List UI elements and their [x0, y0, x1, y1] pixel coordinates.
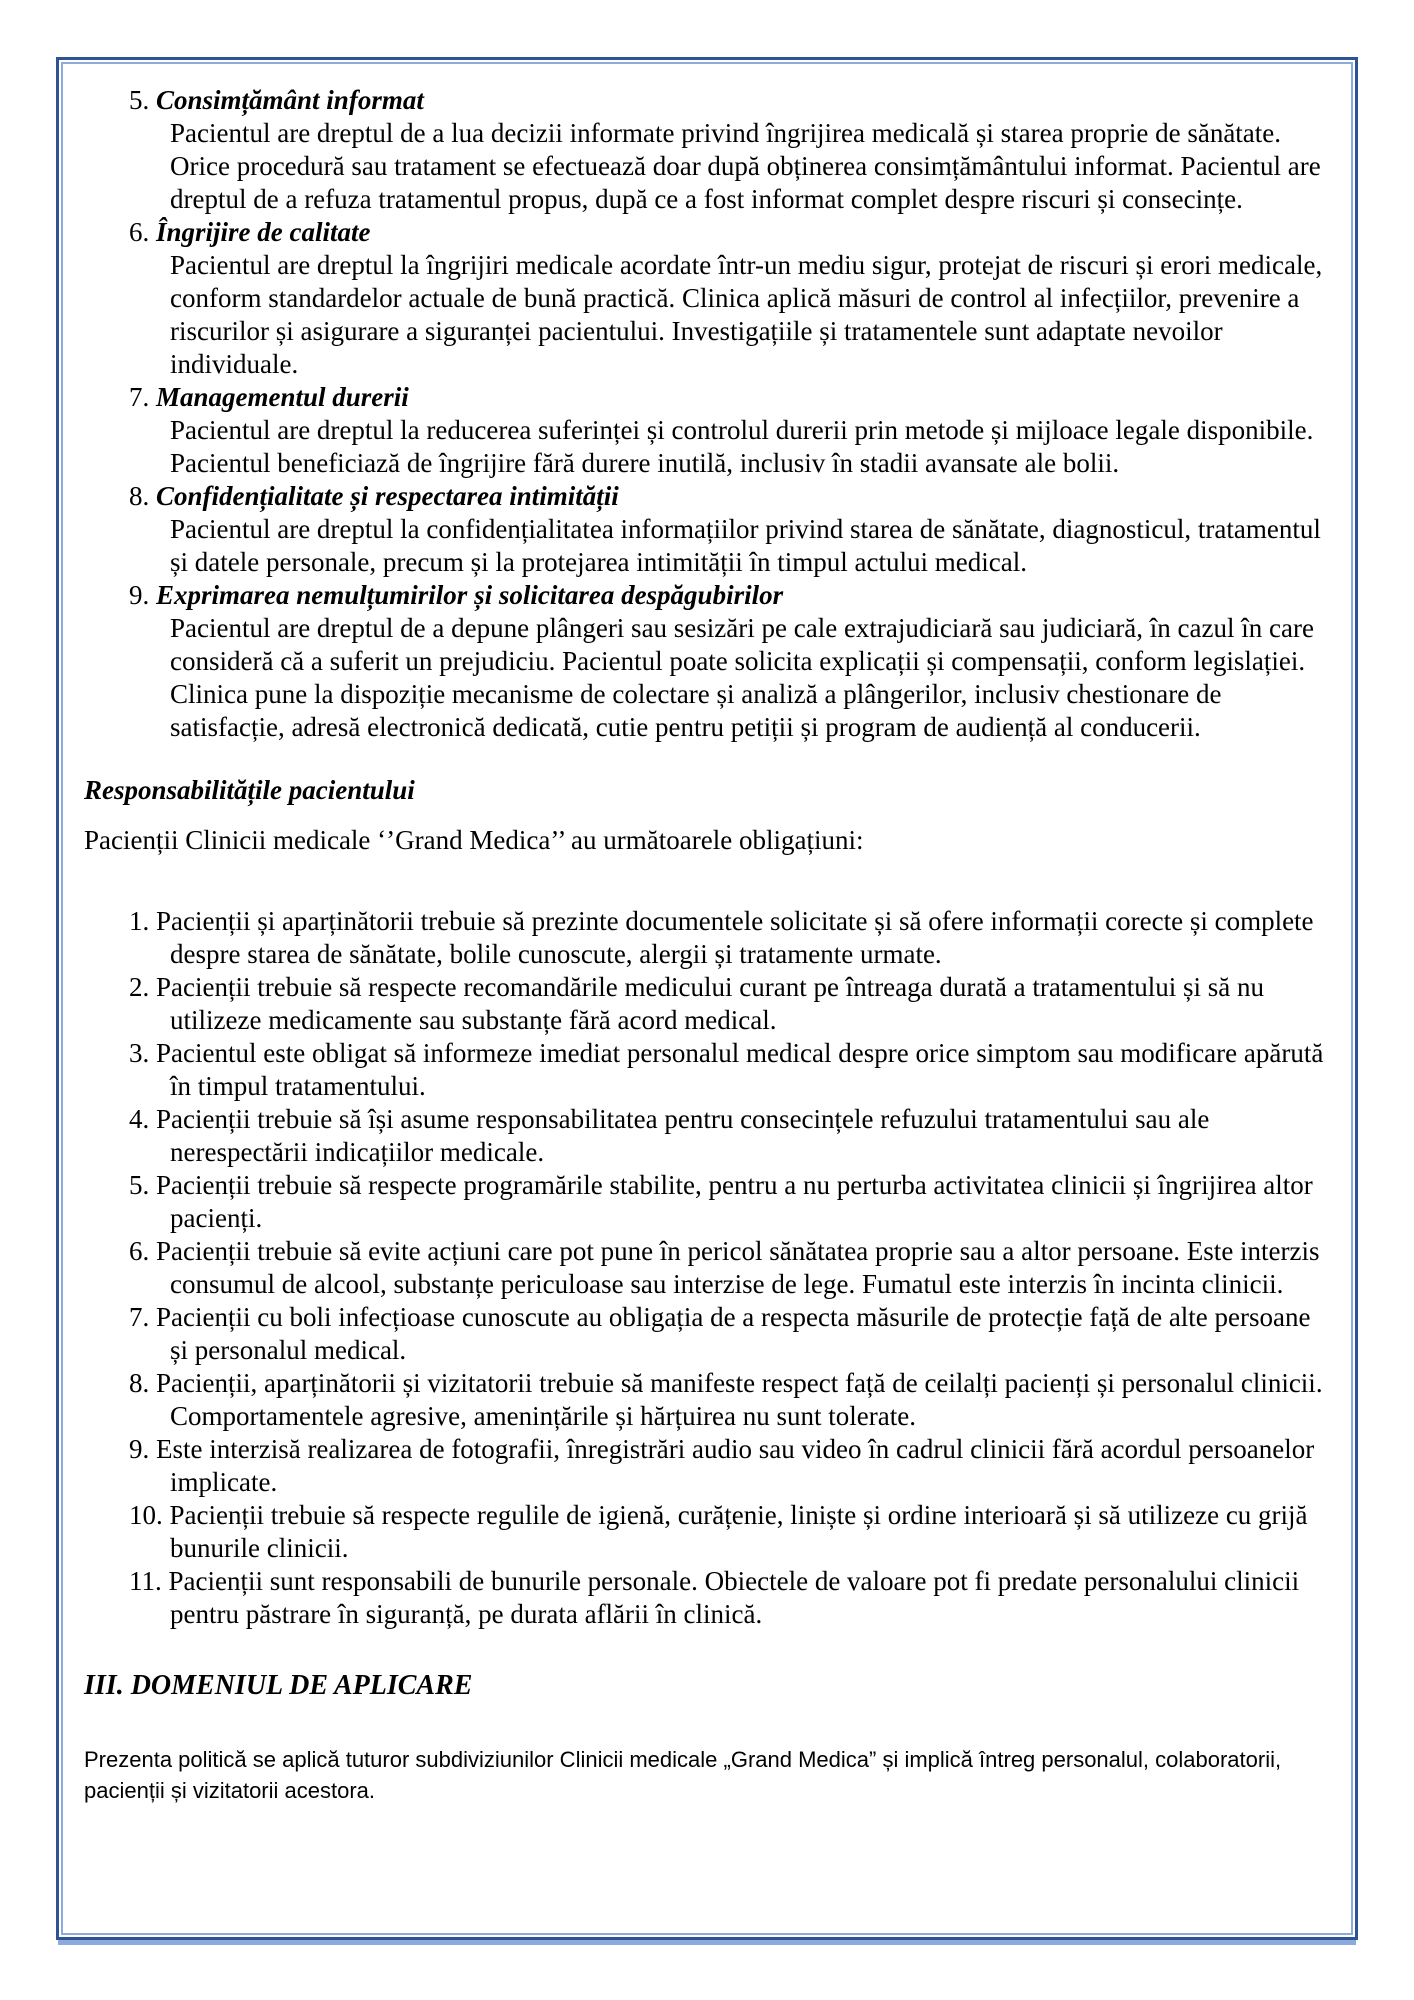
obligation-item-text: Pacienții trebuie să respecte programările stabilite, pentru a nu perturba activitatea clinicii și îngrijirea altor pacienți. — [156, 1170, 1313, 1233]
obligations-list — [84, 905, 1333, 1631]
page-border-inner-line — [61, 62, 1353, 1935]
rights-item-heading — [129, 216, 1333, 249]
rights-item-title: Confidențialitate și respectarea intimității — [156, 481, 619, 511]
obligation-item-number: 1. — [129, 906, 150, 936]
rights-item-heading — [129, 480, 1333, 513]
rights-item-body: Pacientul are dreptul la confidențialitatea informațiilor privind starea de sănătate, diagnosticul, tratamentul și datele personale, precum și la protejarea intimității în timpul actului medical. — [170, 514, 1321, 577]
obligation-item-text: Pacienții trebuie să respecte recomandările medicului curant pe întreaga durată a tratamentului și să nu utilizeze medicamente sau substanțe fără acord medical. — [156, 972, 1265, 1035]
rights-item-body: Pacientul are dreptul la îngrijiri medicale acordate într-un mediu sigur, protejat de riscuri și erori medicale, conform standardelor actuale de bună practică. Clinica aplică măsuri de control al infecțiilor, prevenire a riscurilor și asigurare a siguranței pacientului. Investigațiile și tratamentele sunt adaptate nevoilor individuale. — [170, 250, 1323, 379]
obligation-item-number: 6. — [129, 1236, 150, 1266]
rights-item — [84, 84, 1333, 216]
obligation-item — [129, 1103, 1333, 1169]
rights-item — [84, 381, 1333, 480]
obligation-item — [129, 1433, 1333, 1499]
obligation-item — [129, 1235, 1333, 1301]
patient-rights-list — [84, 84, 1333, 744]
obligation-item-number: 7. — [129, 1302, 150, 1332]
obligation-item-number: 3. — [129, 1038, 150, 1068]
rights-item-title: Managementul durerii — [156, 382, 409, 412]
rights-item-number: 8. — [129, 481, 150, 511]
rights-item-number: 5. — [129, 85, 150, 115]
rights-item — [84, 579, 1333, 744]
obligation-item-number: 5. — [129, 1170, 150, 1200]
obligation-item-number: 2. — [129, 972, 150, 1002]
obligation-item-number: 8. — [129, 1368, 150, 1398]
obligation-item-text: Pacienții, aparținătorii și vizitatorii trebuie să manifeste respect față de ceilalți pacienți și personalul clinicii. Comportamentele agresive, amenințările și hărțuirea nu sunt tolerate. — [156, 1368, 1323, 1431]
obligation-item-number: 4. — [129, 1104, 150, 1134]
rights-item-body: Pacientul are dreptul de a lua decizii informate privind îngrijirea medicală și starea proprie de sănătate. Orice procedură sau tratament se efectuează doar după obținerea consimțământului informat. Pacientul are dreptul de a refuza tratamentul propus, după ce a fost informat complet despre riscuri și consecințe. — [170, 118, 1321, 214]
rights-item-heading — [129, 579, 1333, 612]
document-content — [63, 64, 1351, 1933]
scope-paragraph: Prezenta politică se aplică tuturor subdiviziunilor Clinicii medicale „Grand Medica” și implică întreg personalul, colaboratorii, pacienții și vizitatorii acestora. — [84, 1747, 1282, 1803]
obligation-item-number: 10. — [129, 1500, 163, 1530]
rights-item — [84, 480, 1333, 579]
obligation-item — [129, 1301, 1333, 1367]
rights-item-title: Consimțământ informat — [156, 85, 424, 115]
rights-item-title: Exprimarea nemulțumirilor și solicitarea despăgubirilor — [156, 580, 784, 610]
rights-item-heading — [129, 84, 1333, 117]
scope-heading: III. DOMENIUL DE APLICARE — [84, 1670, 473, 1701]
obligation-item-text: Pacienții trebuie să respecte regulile de igienă, curățenie, liniște și ordine interioară și să utilizeze cu grijă bunurile clinicii. — [169, 1500, 1308, 1563]
obligation-item-text: Este interzisă realizarea de fotografii, înregistrări audio sau video în cadrul clinicii fără acordul persoanelor implicate. — [156, 1434, 1315, 1497]
rights-item-number: 6. — [129, 217, 150, 247]
rights-item-body: Pacientul are dreptul de a depune plângeri sau sesizări pe cale extrajudiciară sau judiciară, în cazul în care consideră că a suferit un prejudiciu. Pacientul poate solicita explicații și compensații, conform legislației. Clinica pune la dispoziție mecanisme de colectare și analiză a plângerilor, inclusiv chestionare de satisfacție, adresă electronică dedicată, cutie pentru petiții și program de audiență al conducerii. — [170, 613, 1314, 742]
rights-item — [84, 216, 1333, 381]
responsibilities-heading: Responsabilitățile pacientului — [84, 775, 415, 805]
obligations-intro: Pacienții Clinicii medicale ‘’Grand Medica’’ au următoarele obligațiuni: — [84, 825, 864, 855]
obligation-item-text: Pacienții sunt responsabili de bunurile personale. Obiectele de valoare pot fi predate personalului clinicii pentru păstrare în siguranță, pe durata aflării în clinică. — [168, 1566, 1300, 1629]
rights-item-title: Îngrijire de calitate — [156, 217, 371, 247]
rights-item-number: 9. — [129, 580, 150, 610]
rights-item-number: 7. — [129, 382, 150, 412]
obligation-item-text: Pacienții cu boli infecțioase cunoscute au obligația de a respecta măsurile de protecție față de alte persoane și personalul medical. — [156, 1302, 1311, 1365]
obligation-item-text: Pacientul este obligat să informeze imediat personalul medical despre orice simptom sau modificare apărută în timpul tratamentului. — [156, 1038, 1324, 1101]
obligation-item — [129, 1367, 1333, 1433]
obligation-item-text: Pacienții trebuie să își asume responsabilitatea pentru consecințele refuzului tratamentului sau ale nerespectării indicațiilor medicale. — [156, 1104, 1210, 1167]
obligation-item — [129, 1037, 1333, 1103]
page-border-frame — [56, 57, 1358, 1940]
obligation-item — [129, 971, 1333, 1037]
obligation-item — [129, 1499, 1333, 1565]
rights-item-heading — [129, 381, 1333, 414]
obligation-item-number: 9. — [129, 1434, 150, 1464]
obligation-item — [129, 1169, 1333, 1235]
rights-item-body: Pacientul are dreptul la reducerea suferinței și controlul durerii prin metode și mijloace legale disponibile. Pacientul beneficiază de îngrijire fără durere inutilă, inclusiv în stadii avansate ale bolii. — [170, 415, 1314, 478]
obligation-item — [129, 905, 1333, 971]
obligation-item — [129, 1565, 1333, 1631]
obligation-item-text: Pacienții și aparținătorii trebuie să prezinte documentele solicitate și să ofere informații corecte și complete despre starea de sănătate, bolile cunoscute, alergii și tratamente urmate. — [156, 906, 1314, 969]
obligation-item-number: 11. — [129, 1566, 162, 1596]
obligation-item-text: Pacienții trebuie să evite acțiuni care pot pune în pericol sănătatea proprie sau a altor persoane. Este interzis consumul de alcool, substanțe periculoase sau interzise de lege. Fumatul este interzis în incinta clinicii. — [156, 1236, 1320, 1299]
